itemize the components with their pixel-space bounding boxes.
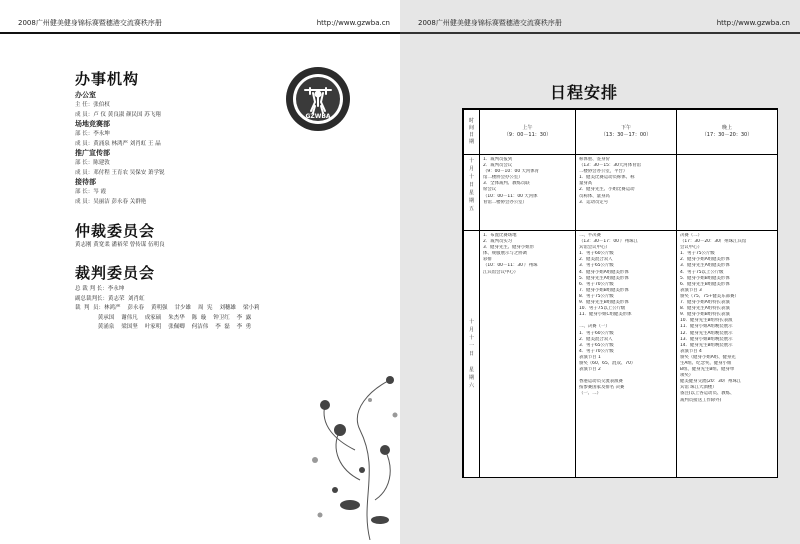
schedule-text-line: 月 <box>468 327 474 333</box>
schedule-item: 2．健美混合双人 <box>579 257 613 263</box>
schedule-item: 9．健身小姐B组特长表演 <box>680 312 730 318</box>
office-section-title: 接待部 <box>75 178 96 186</box>
right-header-title: 2008广州健美健身锦标赛暨穗港交流赛秩序册 <box>418 19 562 27</box>
schedule-text-line: 六 <box>468 383 474 389</box>
schedule-item: （10：00－11：00 天河体 <box>483 193 538 199</box>
schedule-item: 3．男子65公斤级 <box>579 342 614 348</box>
schedule-row-day1 <box>464 155 778 231</box>
schedule-item: 10．男子75以上公斤级 <box>579 306 626 312</box>
office-section-title: 场地竞赛部 <box>75 120 110 128</box>
schedule-item: 1．男子60公斤级 <box>579 330 614 336</box>
schedule-item: 8．健身先生A组特长表演 <box>680 306 730 312</box>
schedule-item: （13：30－17：00 广州珠江 <box>579 239 638 245</box>
schedule-text-line: 十 <box>468 158 474 164</box>
schedule-item: （13：30－15：30天河体育馆 <box>579 163 641 169</box>
afternoon-cell-day2 <box>576 231 677 478</box>
schedule-item: 9．健身先生B组健美形体 <box>579 300 629 306</box>
schedule-item: 表演节目 1 <box>579 354 601 360</box>
judges-line: 黄涌泉 梁国坚 叶家明 张佩卿 何洁伟 李 磊 李 勇 <box>75 324 252 330</box>
left-page-header <box>18 16 390 30</box>
schedule-text-line: 十 <box>468 174 474 180</box>
schedule-text-line: 十 <box>468 319 474 325</box>
schedule-item: 1．裁判员报到 <box>483 157 513 162</box>
evening-cell-day2 <box>677 231 778 478</box>
schedule-item: 2．健身先生、小姐比赛运动 <box>579 187 635 193</box>
schedule-text-line: 日 <box>468 351 474 357</box>
schedule-item: 2．裁判员会议 <box>483 163 513 169</box>
schedule-item: 2．健身小姐A组健美形体 <box>680 257 730 263</box>
schedule-item: 项奖） <box>680 373 694 379</box>
right-header-rule <box>400 32 800 34</box>
schedule-text-line: 日 <box>468 182 474 188</box>
schedule-text-line: 晚上 <box>721 125 732 131</box>
schedule-item: 1．男子75公斤级 <box>680 251 715 257</box>
schedule-item: 3．运动员定号 <box>579 199 609 205</box>
schedule-text-line: 下午 <box>620 125 631 131</box>
schedule-item: （一、二） <box>579 391 601 397</box>
schedule-text-line: 十 <box>468 335 474 341</box>
schedule-item: 4．男子70公斤级 <box>579 348 614 354</box>
judges-line: 黄承国 谢伟凡 成家硕 朱杰华 陈 璇 钟卫红 李 露 <box>75 314 252 321</box>
office-section-title: 推广宣传部 <box>75 149 110 157</box>
schedule-item: 表演节目 4 <box>680 348 702 354</box>
schedule-text-line: 五 <box>468 206 474 212</box>
judges-heading: 裁判委员会 <box>75 264 156 282</box>
schedule-item: 颁奖（75、75+健美东部赛） <box>680 293 739 299</box>
date-header-cell <box>464 110 480 155</box>
schedule-item: 二、半决赛 <box>579 233 601 238</box>
schedule-text-line: 时 <box>468 118 474 124</box>
afternoon-header-cell <box>576 110 677 155</box>
schedule-item: 7．健身小姐A组特长表演 <box>680 300 730 306</box>
schedule-text-line: 间 <box>468 125 474 131</box>
office-section-title: 办公室 <box>75 91 96 99</box>
judges-line: 总 裁 判 长：李永坤 <box>75 286 125 292</box>
right-header-url: http://www.gzwba.cn <box>716 19 790 27</box>
schedule-item: 11．健身小姐C组健美形体 <box>579 312 632 318</box>
schedule-item: 决赛（二） <box>680 233 702 238</box>
schedule-table <box>462 108 778 478</box>
schedule-item: 3．健身先生A组健美形体 <box>680 263 730 269</box>
office-member-line: 主 任：张伯权 <box>75 102 110 108</box>
schedule-item: 1．健美比赛运动员称体、称 <box>579 175 635 181</box>
schedule-text-line: 上午 <box>522 125 533 131</box>
schedule-item: 二楼协会办公室，平台） <box>579 169 628 175</box>
left-header-url: http://www.gzwba.cn <box>316 19 390 27</box>
schedule-item: （17：30－20：30广州珠江宾馆 <box>680 239 747 245</box>
schedule-item: 会议中心） <box>680 245 702 251</box>
office-member-line: 成 员：邓付程 王育农 吴保安 萧学锐 <box>75 169 165 176</box>
right-page <box>400 0 800 544</box>
schedule-item: 1．布置比赛场地 <box>483 233 517 238</box>
schedule-item: 3．全体裁判、教练员联 <box>483 181 530 187</box>
schedule-item: 11．健身小姐A组晚装展示 <box>680 324 733 330</box>
morning-cell-day1 <box>480 155 576 231</box>
schedule-item: 量身高 <box>579 181 593 187</box>
office-member-line: 成 员：吴丽洁 彭永春 关群艳 <box>75 198 147 205</box>
judges-line: 副总裁判长：黄志荣 刘肖虹 <box>75 295 145 302</box>
schedule-item: 备注(以上各运动员、教练、 <box>680 391 735 397</box>
schedule-item: 4．男子75以上公斤级 <box>680 269 724 275</box>
schedule-item: 3．健身先生、健身小姐形 <box>483 245 535 251</box>
schedule-text-line <box>465 358 478 366</box>
afternoon-cell-day1 <box>576 155 677 231</box>
schedule-item: 5．健身先生A组健美形体 <box>579 275 629 281</box>
office-member-line: 部 长：岑 霞 <box>75 189 106 195</box>
schedule-item: （9：00－10：00 天河体育 <box>483 169 540 175</box>
schedule-item: 12．健身先生A组晚装展示 <box>680 330 733 336</box>
morning-cell-day2 <box>480 231 576 478</box>
schedule-item: 宾馆会议中心） <box>579 245 610 251</box>
schedule-item: 10．健身先生B组特长表演 <box>680 318 733 324</box>
arbitration-members: 黄志刚 黄宽柔 潘裕荣 曾传谋 伍明良 <box>75 242 165 248</box>
office-member-line: 成 员：黄涌泉 林鸿严 刘肖虹 王 晶 <box>75 140 161 147</box>
schedule-text-line: 期 <box>468 198 474 204</box>
schedule-text-line: 一 <box>468 343 474 349</box>
schedule-item: 席会议 <box>483 187 497 193</box>
schedule-item: 颁奖（60、65、混双、70） <box>579 360 636 366</box>
schedule-item: 体、规服展示与之协调 <box>483 251 527 257</box>
schedule-item: 生A组、纪念奖、健身小姐 <box>680 360 732 366</box>
schedule-text-line: 日 <box>468 132 474 138</box>
floral-ornament-icon <box>300 330 400 540</box>
office-heading: 办事机构 <box>75 70 140 88</box>
schedule-item: 二、决赛（一） <box>579 324 610 330</box>
schedule-item: B组、健身先生B组、健身单 <box>680 367 735 373</box>
schedule-text-line: 期 <box>468 375 474 381</box>
schedule-text-line: （13：30－17：00） <box>600 132 652 138</box>
schedule-item: 2．健美混合双人 <box>579 336 613 342</box>
schedule-text-line: （17：30－20：30） <box>701 132 753 138</box>
schedule-item: （10：00－11：30 广州珠 <box>483 263 538 269</box>
schedule-title: 日程安排 <box>550 83 619 102</box>
office-member-line: 部 长：李永坤 <box>75 131 110 137</box>
schedule-item: 5．健身小姐B组健美形体 <box>680 275 730 281</box>
schedule-text-line: 星 <box>468 190 474 196</box>
evening-cell-day1 <box>677 155 778 231</box>
schedule-item: 6．健身先生B组健美形体 <box>680 281 730 287</box>
schedule-item: 2．裁判员实习 <box>483 239 513 245</box>
schedule-item: 馆二楼协会办公室） <box>483 175 523 181</box>
schedule-item: 彩排 <box>483 257 492 263</box>
schedule-text-line: （9：00－11：30） <box>503 132 552 138</box>
schedule-item: 8．男子75公斤级 <box>579 293 614 299</box>
schedule-item: 13．健身小姐B组晚装展示 <box>680 336 733 342</box>
schedule-item: 育馆二楼协会办公室） <box>483 199 527 205</box>
left-header-title: 2008广州健美健身锦标赛暨穗港交流赛秩序册 <box>18 19 162 27</box>
schedule-item: 裁判员接送工作除外) <box>680 397 722 403</box>
left-header-rule <box>0 32 400 34</box>
date-cell-day1 <box>464 155 480 231</box>
schedule-item: 6．男子70公斤级 <box>579 281 614 287</box>
schedule-item: 表演节目 3 <box>680 287 702 293</box>
schedule-text-line: 期 <box>468 139 474 145</box>
schedule-item: 健美健身交流(20：30广州珠江 <box>680 379 742 385</box>
schedule-header-row <box>464 110 778 155</box>
schedule-row-day2 <box>464 231 778 478</box>
schedule-item: 表演节目 2 <box>579 367 601 373</box>
schedule-item: 员称体、量身高 <box>579 193 610 199</box>
schedule-item: 14．健身先生B组晚装展示 <box>680 342 733 348</box>
date-cell-day2 <box>464 231 480 478</box>
logo-text: GZWBA <box>305 113 331 120</box>
morning-header-cell <box>480 110 576 155</box>
schedule-item: 1．男子60公斤级 <box>579 251 614 257</box>
schedule-item: 称体重、签身份 <box>579 157 610 162</box>
evening-header-cell <box>677 110 778 155</box>
judges-line: 裁 判 员：林鸿严 彭永春 黄明强 甘少雄 周 宪 刘穗雄 梁小莉 <box>75 305 260 311</box>
schedule-text-line: 月 <box>468 166 474 172</box>
arbitration-heading: 仲裁委员会 <box>75 222 156 240</box>
schedule-item: 按参赛国家及排名 决赛 <box>579 385 625 391</box>
schedule-item: 宾馆 珠江大酒楼） <box>680 385 717 391</box>
schedule-item: 3．男子65公斤级 <box>579 263 614 269</box>
schedule-item: 4．健身小姐A组健美形体 <box>579 269 629 275</box>
right-page-header <box>418 16 790 30</box>
schedule-item: 颁奖（健身小姐A组、健身先 <box>680 354 736 360</box>
gzwba-logo-icon <box>285 66 351 132</box>
schedule-item: 江宾馆会议中心） <box>483 269 519 275</box>
schedule-text-line: 星 <box>468 367 474 373</box>
office-member-line: 部 长：陈建敦 <box>75 160 110 166</box>
schedule-item: 7．健身小姐B组健美形体 <box>579 287 629 293</box>
office-member-line: 成 员：卢 仪 黄良淑 颜民国 苏飞翔 <box>75 111 161 118</box>
schedule-item: 香港运动员交流表演赛 <box>579 379 623 385</box>
